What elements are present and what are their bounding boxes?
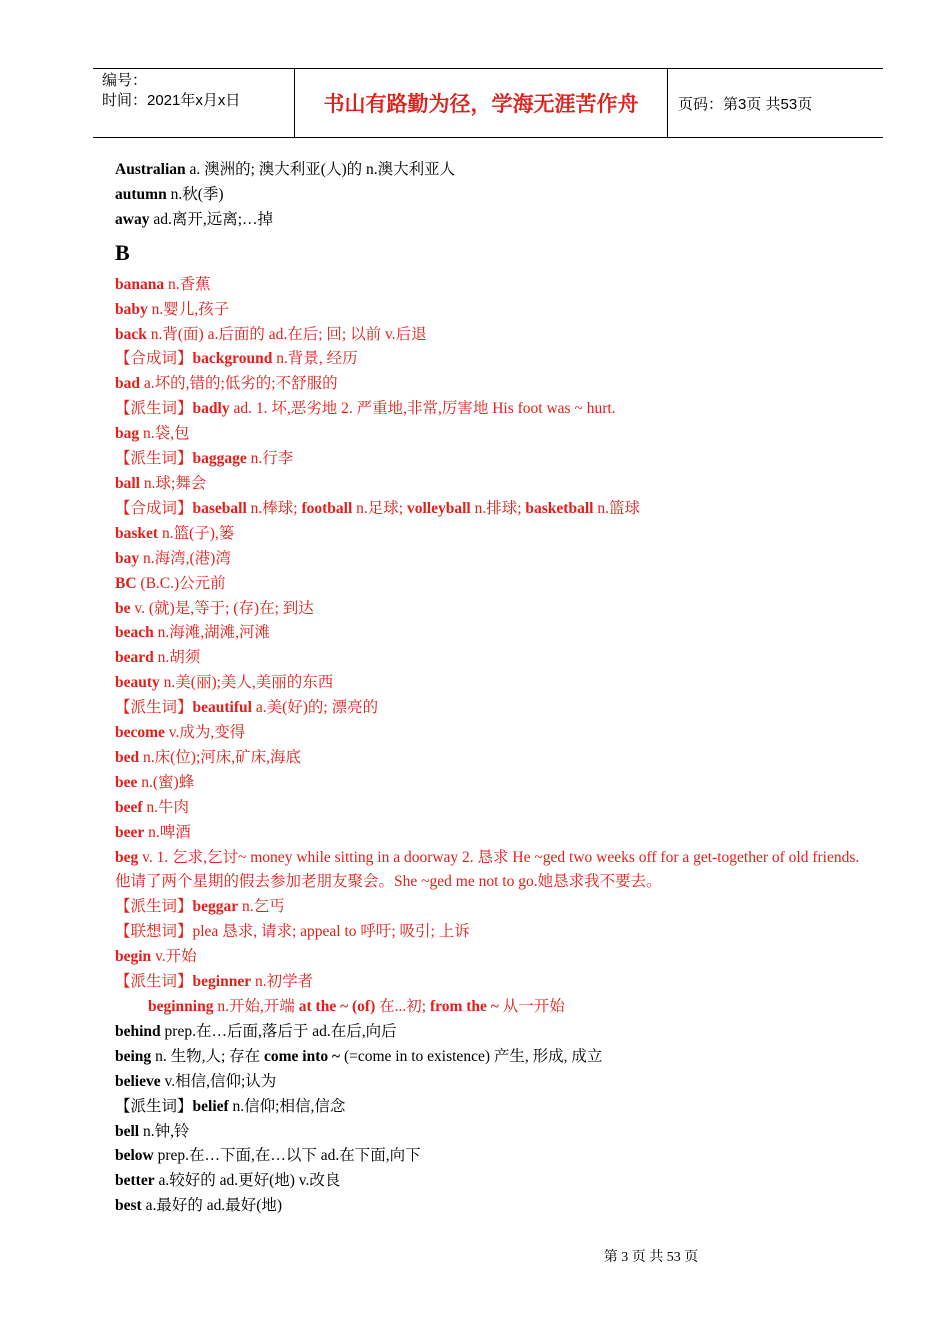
entry-headword: beef <box>115 798 143 816</box>
entry-headword: be <box>115 599 131 617</box>
entry-text: n.钟,铃 <box>139 1122 190 1140</box>
entry-text: n.行李 <box>246 450 294 468</box>
vocab-entry <box>115 821 875 846</box>
entry-headword: bed <box>115 748 140 766</box>
vocab-entry <box>115 273 875 298</box>
vocab-entry <box>115 447 875 472</box>
vocabulary-list <box>115 158 875 1219</box>
entry-headword: behind <box>115 1022 161 1040</box>
page-header <box>93 68 883 138</box>
entry-text: n.(蜜)蜂 <box>137 773 195 791</box>
entry-headword: beginner <box>192 973 252 991</box>
vocab-entry <box>115 1120 875 1145</box>
vocab-entry <box>115 183 875 208</box>
vocab-entry <box>115 1194 875 1219</box>
vocab-entry <box>115 696 875 721</box>
entry-headword: Australian <box>115 161 186 178</box>
entry-headword: bag <box>115 425 140 443</box>
entry-text: (=come in to existence) 产生, 形成, 成立 <box>340 1047 603 1065</box>
entry-headword: away <box>115 210 150 228</box>
vocab-entry <box>115 920 875 945</box>
entry-headword: believe <box>115 1072 161 1090</box>
entry-headword: basketball <box>525 499 594 517</box>
vocab-entry <box>115 970 875 995</box>
entry-text: n.开始,开端 <box>213 998 299 1015</box>
entry-text: prep.在…后面,落后于 ad.在后,向后 <box>160 1022 397 1040</box>
entry-text: n.袋,包 <box>139 425 190 443</box>
header-meta <box>93 69 294 137</box>
vocab-entry <box>115 158 875 183</box>
entry-headword: best <box>115 1197 142 1215</box>
entry-text: n.婴儿,孩子 <box>147 300 230 318</box>
entry-text: n.美(丽);美人,美丽的东西 <box>159 674 334 692</box>
section-letter: B <box>115 239 130 265</box>
vocab-entry <box>115 372 875 397</box>
entry-text: 【派生词】 <box>115 1097 193 1115</box>
entry-text: n.海滩,湖滩,河滩 <box>153 624 271 642</box>
entry-text: 【派生词】 <box>115 699 193 717</box>
entry-text: n.棒球; <box>246 499 302 517</box>
entry-headword: basket <box>115 524 159 542</box>
vocab-entry <box>115 597 875 622</box>
vocab-entry <box>115 746 875 771</box>
entry-headword: from the ~ <box>429 998 499 1015</box>
vocab-entry <box>115 472 875 497</box>
entry-headword: being <box>115 1047 152 1065</box>
entry-text: n.背景, 经历 <box>272 350 358 368</box>
vocab-entry <box>115 671 875 696</box>
entry-headword: at the ~ (of) <box>298 998 376 1015</box>
entry-headword: baby <box>115 300 148 318</box>
vocab-entry <box>115 497 875 522</box>
entry-text: a.最好的 ad.最好(地) <box>141 1197 283 1215</box>
entry-text: n. 生物,人; 存在 <box>151 1047 264 1065</box>
vocab-entry <box>115 323 875 348</box>
entry-text: 【合成词】 <box>115 350 193 368</box>
entry-headword: beautiful <box>192 699 252 717</box>
entry-text: n.海湾,(港)湾 <box>139 549 231 567</box>
entry-text: n.初学者 <box>251 973 314 991</box>
entry-headword: bad <box>115 375 140 393</box>
entry-headword: beggar <box>192 898 239 916</box>
vocab-entry <box>115 422 875 447</box>
entry-text: n.牛肉 <box>142 798 190 816</box>
vocab-entry <box>115 397 875 422</box>
entry-headword: badly <box>192 400 230 418</box>
entries-a-section <box>115 158 875 233</box>
entry-headword: beard <box>115 649 154 667</box>
entry-headword: begin <box>115 948 152 966</box>
entry-text: n.胡须 <box>153 649 201 667</box>
entry-text: ad. 1. 坏,恶劣地 2. 严重地,非常,厉害地 His foot was ~ hurt. <box>229 400 616 418</box>
entry-text: a.较好的 ad.更好(地) v.改良 <box>154 1172 341 1190</box>
entry-text: n.乞丐 <box>238 898 285 916</box>
time-label: 时间：2021年x月x日 <box>102 92 241 109</box>
entry-headword: beach <box>115 624 154 642</box>
footer-page-number: 第 3 页 共 53 页 <box>603 1250 699 1265</box>
entry-headword: ball <box>115 474 140 492</box>
vocab-entry <box>115 846 875 896</box>
vocab-entry <box>115 1045 875 1070</box>
entry-text: 【派生词】 <box>115 400 193 418</box>
entries-b-section <box>115 273 875 1219</box>
entry-text: 【派生词】 <box>115 450 193 468</box>
entry-headword: belief <box>192 1097 229 1115</box>
entry-text: n.足球; <box>352 499 407 517</box>
vocab-entry <box>115 945 875 970</box>
entry-text: n.排球; <box>470 499 526 517</box>
entry-text: v.成为,变得 <box>164 724 246 742</box>
entry-text: n.床(位);河床,矿床,海底 <box>139 748 302 766</box>
entry-headword: football <box>301 499 353 517</box>
entry-headword: below <box>115 1147 154 1165</box>
entry-text: n.信仰;相信,信念 <box>228 1097 346 1115</box>
entry-headword: BC <box>115 574 137 592</box>
vocab-entry <box>115 895 875 920</box>
entry-headword: back <box>115 325 147 343</box>
entry-headword: become <box>115 724 165 742</box>
vocab-entry <box>115 771 875 796</box>
entry-text: 【派生词】 <box>115 973 193 991</box>
vocab-entry <box>115 1169 875 1194</box>
vocab-entry <box>115 522 875 547</box>
entry-text: a.美(好)的; 漂亮的 <box>251 699 379 717</box>
entry-text: n.篮球 <box>593 499 640 517</box>
serial-label: 编号： <box>102 72 148 89</box>
vocab-entry <box>115 721 875 746</box>
entry-headword: bee <box>115 773 138 791</box>
entry-text: ad.离开,远离;…掉 <box>149 210 274 228</box>
entry-headword: beg <box>115 848 139 866</box>
entry-headword: volleyball <box>406 499 471 517</box>
entry-text: a.坏的,错的;低劣的;不舒服的 <box>140 375 338 393</box>
vocab-entry <box>115 1144 875 1169</box>
entry-text: a. 澳洲的; 澳大利亚(人)的 n.澳大利亚人 <box>185 161 456 178</box>
entry-headword: beauty <box>115 674 160 692</box>
entry-headword: bay <box>115 549 140 567</box>
vocab-entry <box>115 621 875 646</box>
entry-headword: come into ~ <box>264 1047 341 1065</box>
vocab-entry <box>115 1070 875 1095</box>
entry-text: 在...初; <box>375 998 430 1015</box>
vocab-entry <box>115 796 875 821</box>
entry-text: 【合成词】 <box>115 499 193 517</box>
entry-text: 【联想词】plea 恳求, 请求; appeal to 呼吁; 吸引; 上诉 <box>115 923 470 941</box>
vocab-entry <box>115 572 875 597</box>
vocab-entry <box>115 1020 875 1045</box>
entry-text: v. 1. 乞求,乞讨~ money while sitting in a doorway 2. 恳求 He ~ged two weeks off for a get-together of old friends. 他请了两个星期的假去参加老朋友聚会。She ~ged me not to go.她恳求我不要去。 <box>115 848 860 891</box>
entry-text: n.秋(季) <box>166 185 224 203</box>
entry-text: v.相信,信仰;认为 <box>160 1072 277 1090</box>
entry-headword: banana <box>115 275 165 293</box>
page-footer <box>0 1246 950 1266</box>
vocab-entry <box>115 347 875 372</box>
entry-text: v.开始 <box>151 948 197 966</box>
entry-text: n.篮(子),篓 <box>158 524 235 542</box>
entry-headword: baggage <box>192 450 247 468</box>
vocab-entry <box>115 646 875 671</box>
entry-text: prep.在…下面,在…以下 ad.在下面,向下 <box>153 1147 421 1165</box>
entry-headword: autumn <box>115 185 167 203</box>
vocab-entry <box>115 995 875 1020</box>
entry-headword: better <box>115 1172 155 1190</box>
entry-headword: beginning <box>148 998 214 1015</box>
entry-headword: baseball <box>192 499 247 517</box>
entry-text: (B.C.)公元前 <box>136 574 226 592</box>
entry-text: v. (就)是,等于; (存)在; 到达 <box>130 599 314 617</box>
vocab-entry <box>115 547 875 572</box>
entry-text: n.背(面) a.后面的 ad.在后; 回; 以前 v.后退 <box>146 325 427 343</box>
entry-text: n.啤酒 <box>144 823 191 841</box>
vocab-entry <box>115 1095 875 1120</box>
entry-text: n.球;舞会 <box>139 474 207 492</box>
vocab-entry <box>115 208 875 233</box>
entry-headword: beer <box>115 823 145 841</box>
header-motto: 书山有路勤为径，学海无涯苦作舟 <box>294 69 668 137</box>
entry-text: 【派生词】 <box>115 898 193 916</box>
header-page-info: 页码：第3页 共53页 <box>678 95 813 113</box>
entry-text: 从一开始 <box>498 998 565 1015</box>
vocab-entry <box>115 298 875 323</box>
entry-headword: background <box>192 350 273 368</box>
entry-text: n.香蕉 <box>164 275 211 293</box>
entry-headword: bell <box>115 1122 140 1140</box>
